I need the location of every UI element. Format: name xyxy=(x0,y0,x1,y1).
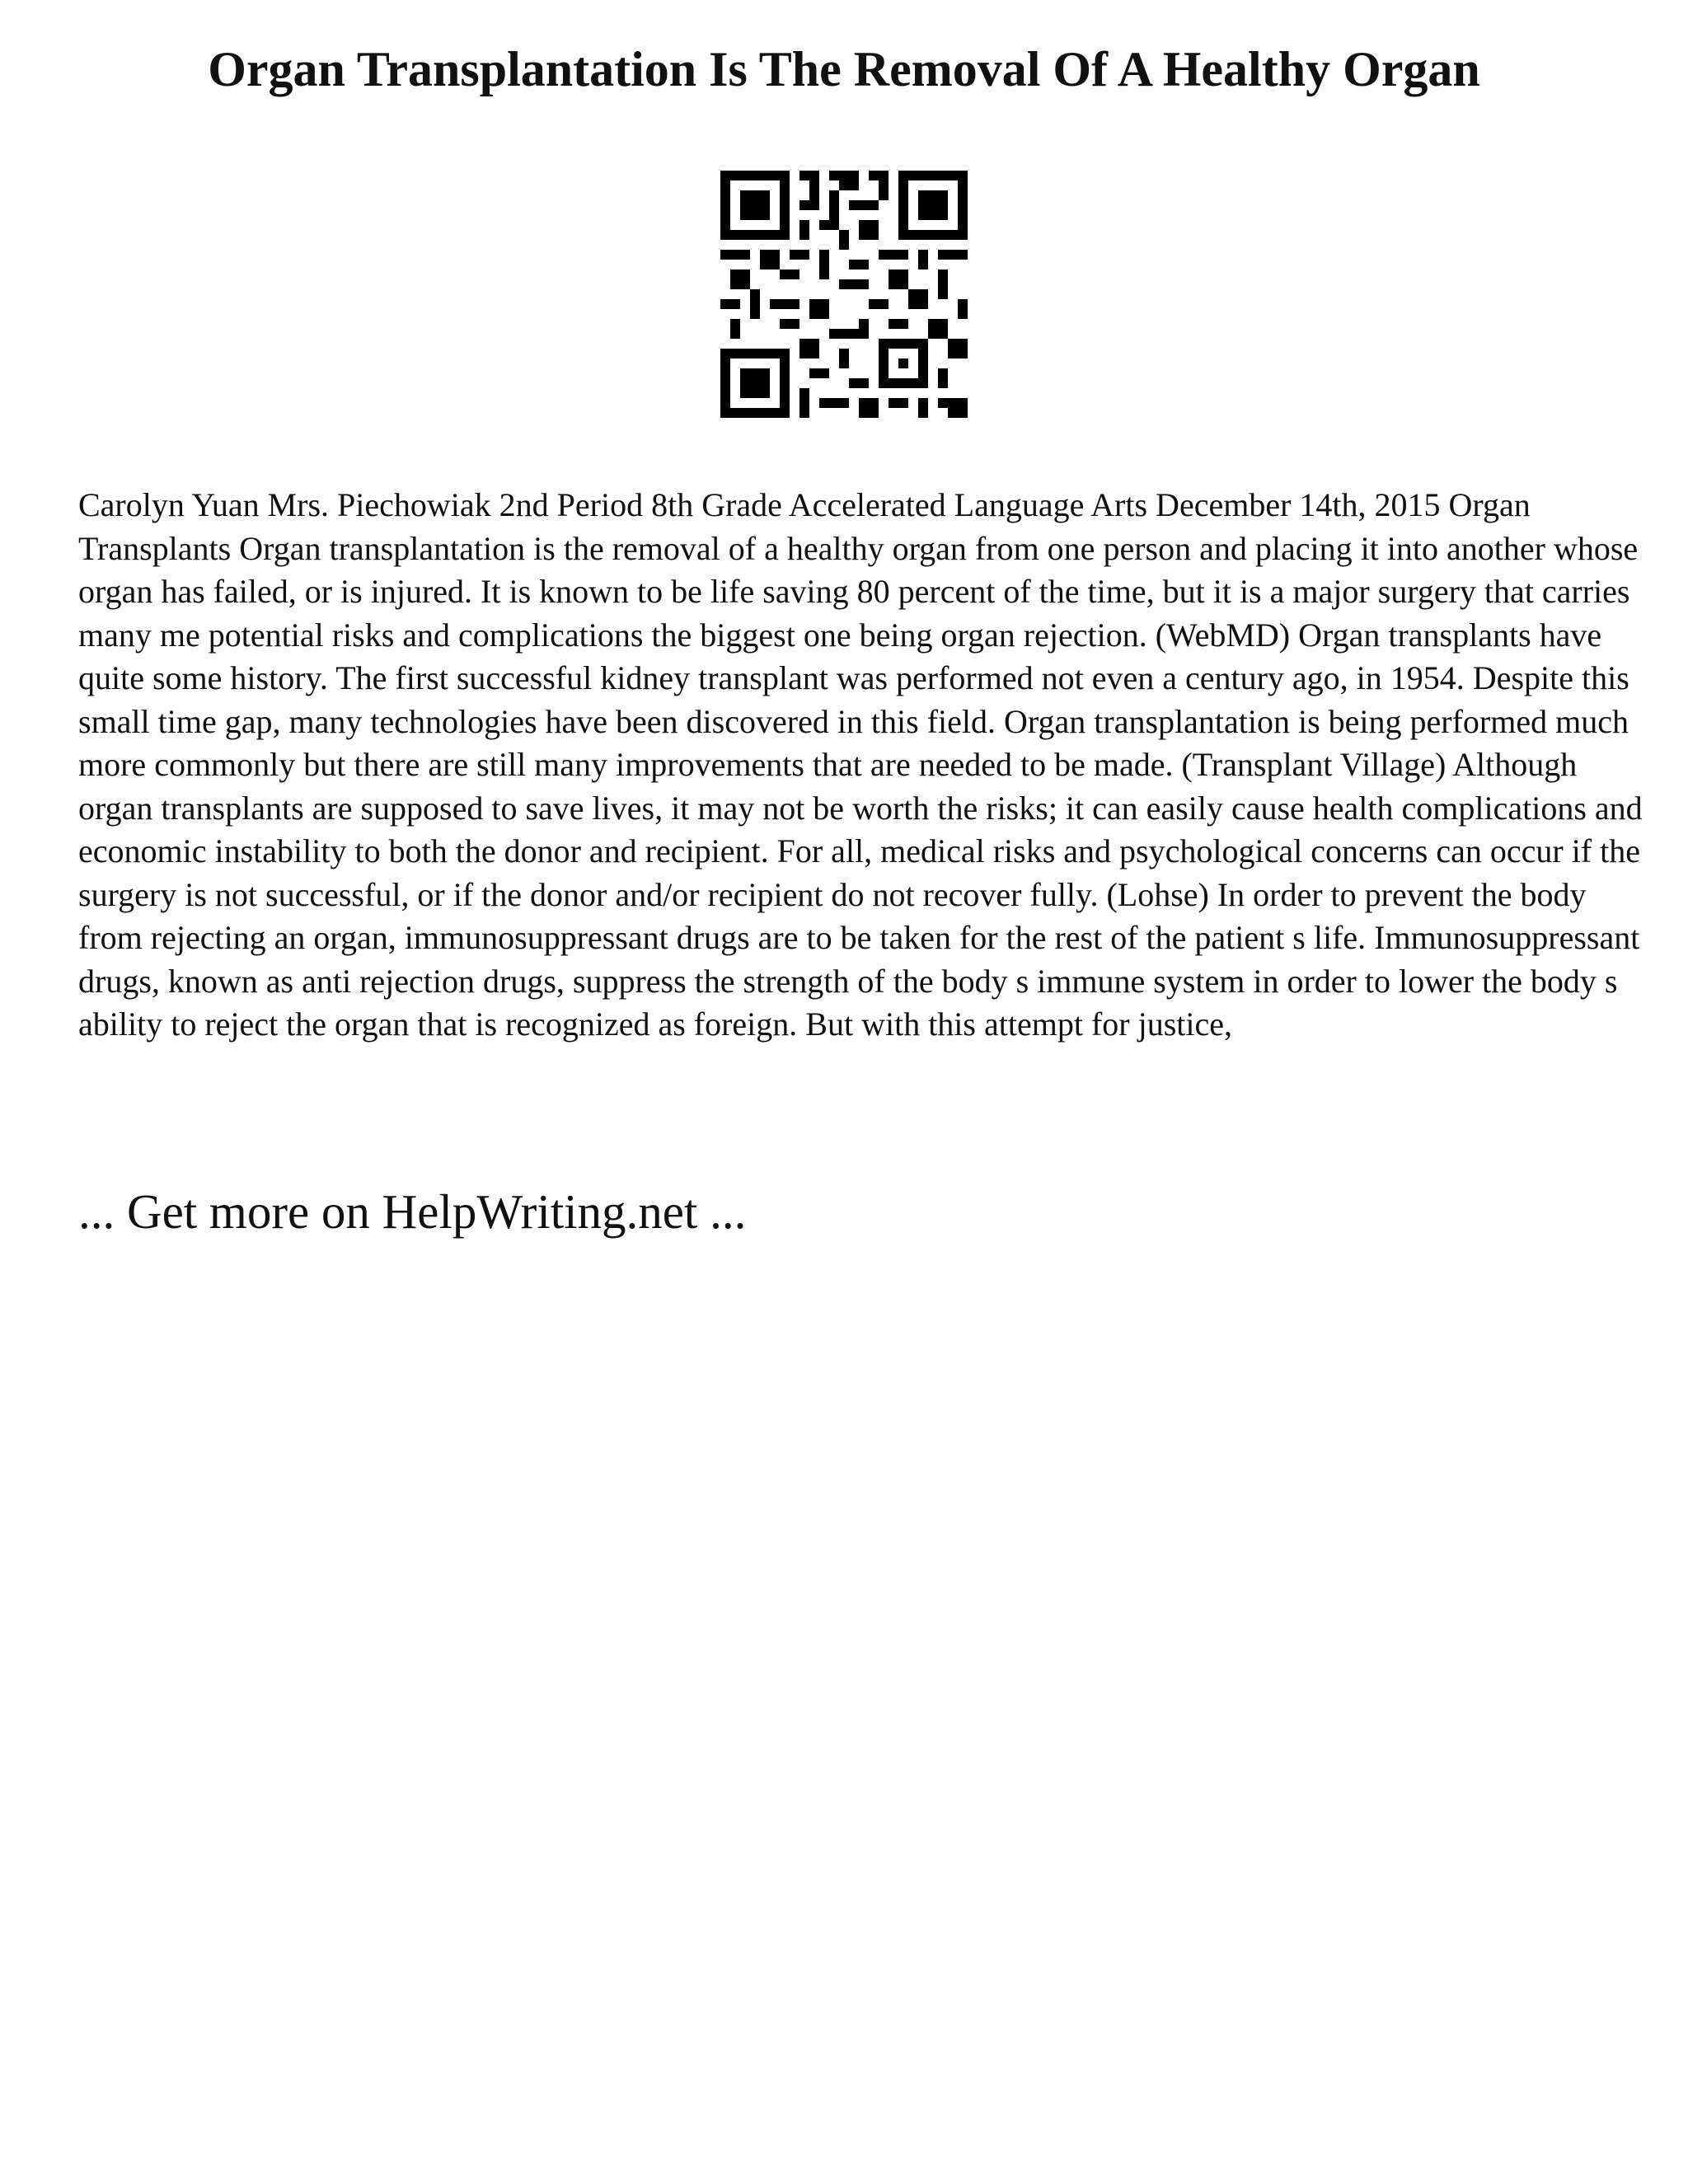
get-more-link[interactable]: ... Get more on HelpWriting.net ... xyxy=(78,1184,747,1239)
document-title: Organ Transplantation Is The Removal Of A Healthy Organ xyxy=(208,42,1480,96)
qr-code-icon xyxy=(720,171,968,418)
essay-excerpt: Carolyn Yuan Mrs. Piechowiak 2nd Period 8th Grade Accelerated Language Arts December 14th, 2015 Organ Transplants Organ transplantation is the removal of a healthy organ from one person and placing it into another whose organ has failed, or is injured. It is known to be life saving 80 percent of the time, but it is a major surgery that carries many me potential risks and complications the biggest one being organ rejection. (WebMD) Organ transplants have quite some history. The first successful kidney transplant was performed not even a century ago, in 1954. Despite this small time gap, many technologies have been discovered in this field. Organ transplantation is being performed much more commonly but there are still many improvements that are needed to be made. (Transplant Village) Although organ transplants are supposed to save lives, it may not be worth the risks; it can easily cause health complications and economic instability to both the donor and recipient. For all, medical risks and psychological concerns can occur if the surgery is not successful, or if the donor and/or recipient do not recover fully. (Lohse) In order to prevent the body from rejecting an organ, immunosuppressant drugs are to be taken for the rest of the patient s life. Immunosuppressant drugs, known as anti rejection drugs, suppress the strength of the body s immune system in order to lower the body s ability to reject the organ that is recognized as foreign. But with this attempt for justice, xyxy=(78,486,1643,1043)
